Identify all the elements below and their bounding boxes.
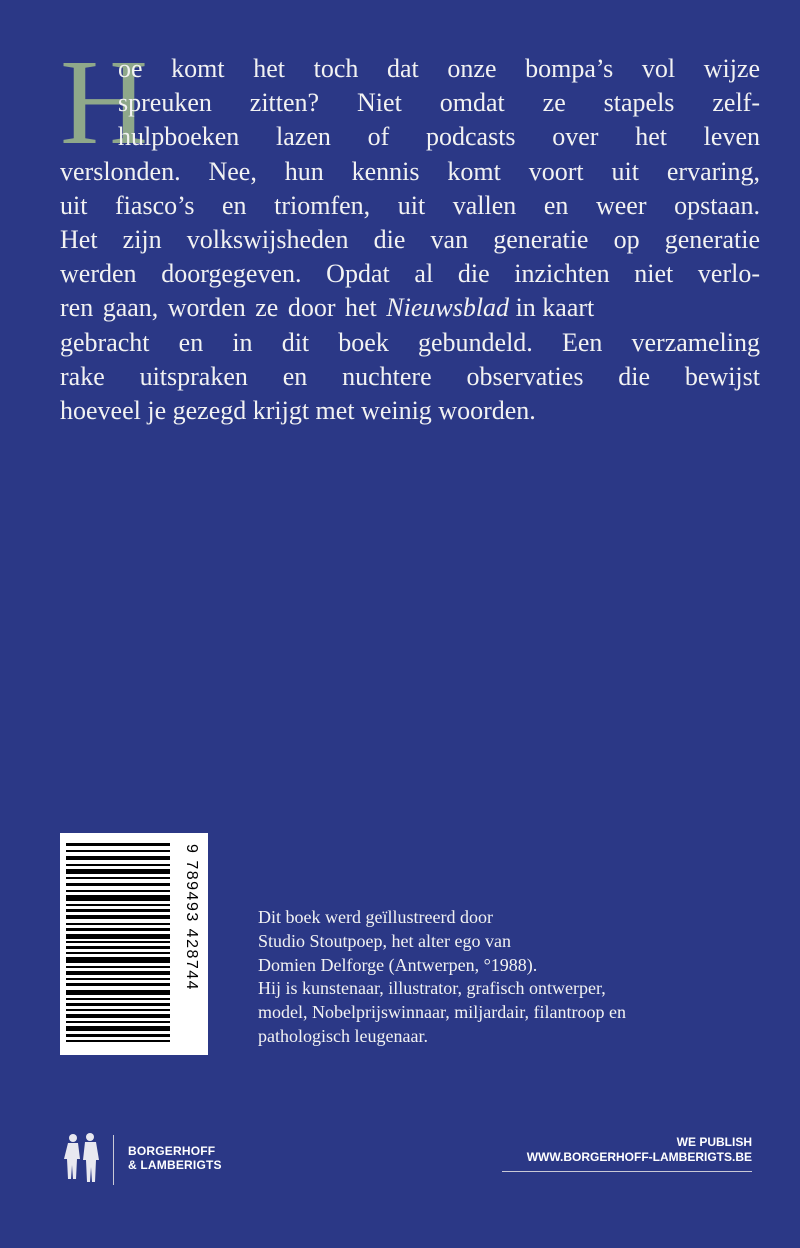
- blurb-line: werden doorgegeven. Opdat al die inzichten niet verlo-: [60, 259, 760, 289]
- illustrator-bio: [258, 906, 626, 1049]
- logo-divider: [113, 1135, 114, 1185]
- bio-line: pathologisch leugenaar.: [258, 1025, 428, 1046]
- blurb-line: Het zijn volkswijsheden die van generatie op generatie: [60, 225, 760, 255]
- publisher-name-line2: & LAMBERIGTS: [128, 1158, 222, 1172]
- back-cover-blurb: [60, 52, 760, 428]
- blurb-line: verslonden. Nee, hun kennis komt voort uit ervaring,: [60, 156, 760, 186]
- publisher-tagline: [502, 1135, 752, 1172]
- bio-line: Studio Stoutpoep, het alter ego van: [258, 930, 511, 951]
- blurb-line: hulpboeken lazen of podcasts over het leven: [118, 122, 760, 152]
- bio-line: Hij is kunstenaar, illustrator, grafisch ontwerper,: [258, 978, 606, 999]
- publisher-logo: [60, 1130, 280, 1190]
- publisher-name: [128, 1144, 222, 1172]
- blurb-line: spreuken zitten? Niet omdat ze stapels zelf-: [118, 88, 760, 118]
- bio-line: Dit boek werd geïllustreerd door: [258, 907, 493, 927]
- drop-cap-letter: H: [60, 35, 149, 170]
- tagline-rule: [502, 1171, 752, 1172]
- blurb-text: in kaart: [509, 293, 595, 323]
- blurb-text: ren gaan, worden ze door het: [60, 293, 387, 323]
- two-figures-logo-icon: [60, 1130, 106, 1192]
- bio-line: Domien Delforge (Antwerpen, °1988).: [258, 954, 538, 975]
- isbn-number: [180, 844, 204, 1044]
- tagline-line1: WE PUBLISH: [676, 1135, 752, 1149]
- publisher-website: WWW.BORGERHOFF-LAMBERIGTS.BE: [526, 1149, 752, 1164]
- publisher-name-line1: BORGERHOFF: [128, 1144, 216, 1158]
- blurb-line: hoeveel je gezegd krijgt met weinig woorden.: [60, 396, 536, 426]
- newspaper-title: Nieuwsblad: [386, 293, 510, 323]
- isbn-digits: 9 789493 428744: [183, 844, 200, 992]
- blurb-line: rake uitspraken en nuchtere observaties die bewijst: [60, 361, 760, 391]
- bio-line: model, Nobelprijswinnaar, miljardair, filantroop en: [258, 1002, 626, 1023]
- blurb-line: oe komt het toch dat onze bompa’s vol wijze: [118, 54, 760, 83]
- blurb-line: uit fiasco’s en triomfen, uit vallen en weer opstaan.: [60, 190, 760, 220]
- blurb-line: [60, 291, 760, 325]
- blurb-line: gebracht en in dit boek gebundeld. Een verzameling: [60, 327, 760, 357]
